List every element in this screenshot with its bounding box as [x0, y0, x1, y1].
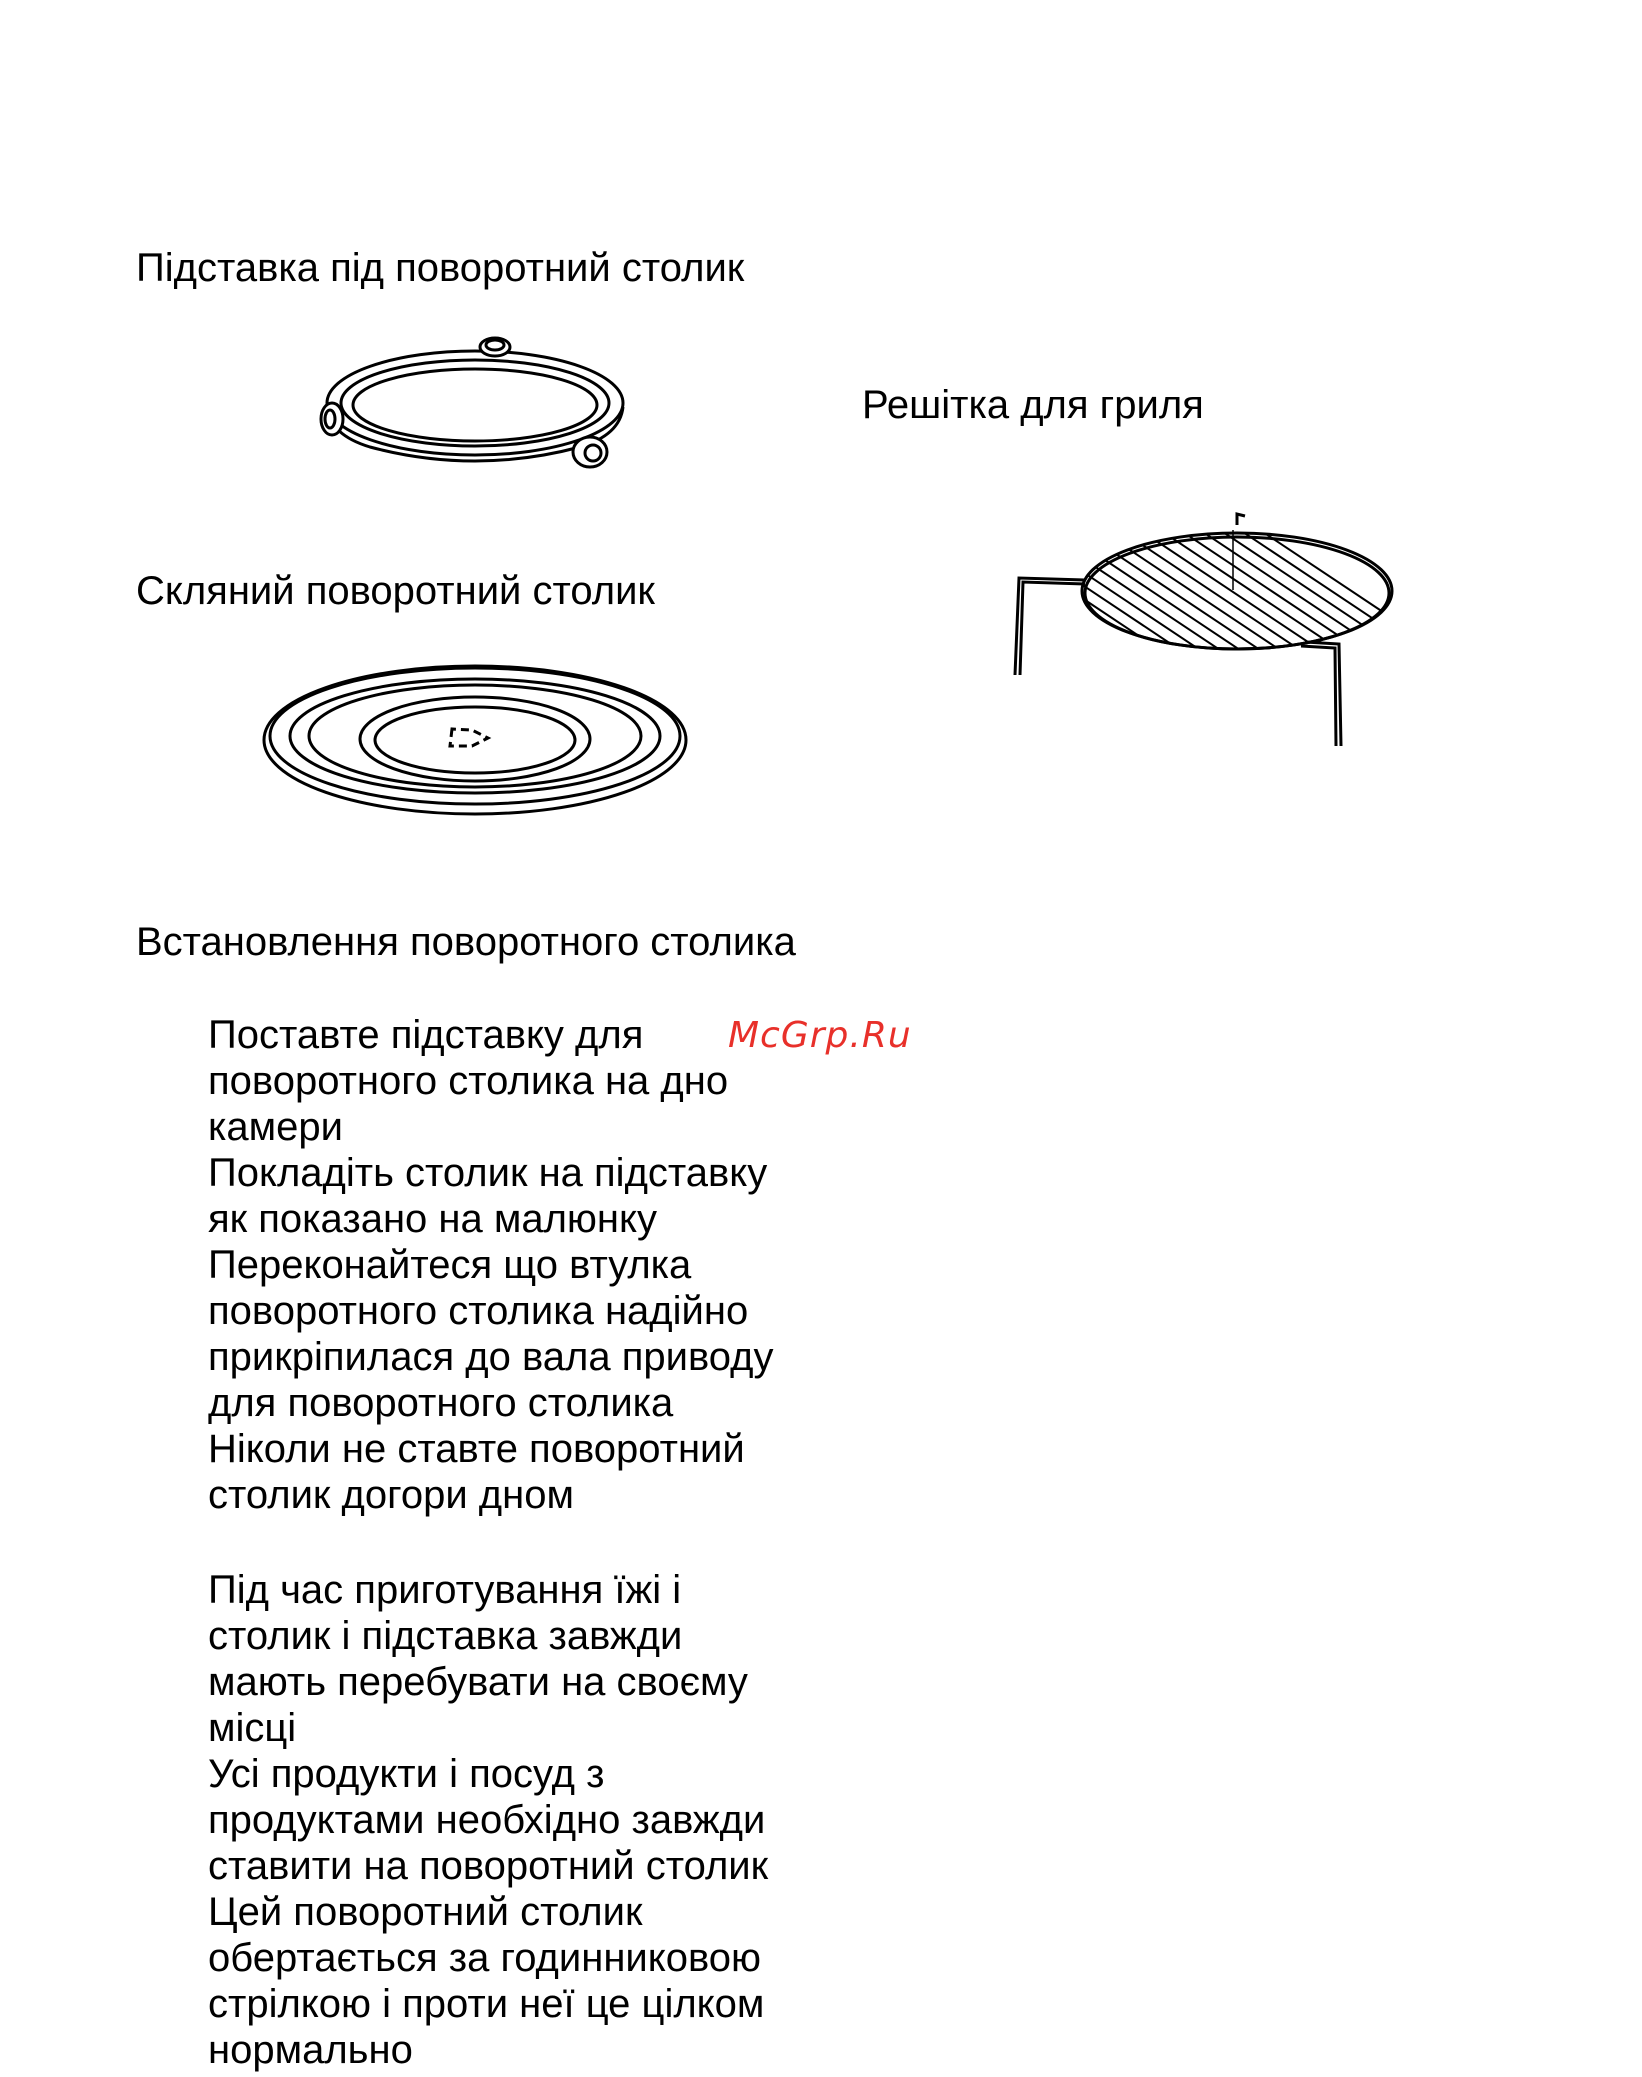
- instruction-line: Ніколи не ставте поворотний: [208, 1427, 745, 1471]
- glass-plate-icon: [260, 660, 690, 825]
- instruction-line: прикріпилася до вала приводу: [208, 1335, 774, 1379]
- turntable-support-heading: Підставка під поворотний столик: [136, 246, 745, 290]
- instruction-line: для поворотного столика: [208, 1381, 674, 1425]
- watermark: McGrp.Ru: [728, 1015, 912, 1056]
- roller-ring-icon: [310, 335, 640, 475]
- instruction-line: Усі продукти і посуд з: [208, 1752, 605, 1796]
- instruction-line: Цей поворотний столик: [208, 1890, 643, 1934]
- grill-rack-icon: [1005, 520, 1405, 750]
- instruction-line: Покладіть столик на підставку: [208, 1151, 768, 1195]
- glass-turntable-heading: Скляний поворотний столик: [136, 569, 655, 613]
- instruction-line: місці: [208, 1706, 297, 1750]
- instructions-block-2: [208, 1567, 768, 2073]
- instruction-line: ставити на поворотний столик: [208, 1844, 769, 1888]
- instruction-line: камери: [208, 1105, 343, 1149]
- instruction-line: поворотного столика надійно: [208, 1289, 749, 1333]
- instruction-line: столик догори дном: [208, 1473, 574, 1517]
- installation-heading: Встановлення поворотного столика: [136, 920, 796, 964]
- instruction-line: стрілкою і проти неї це цілком: [208, 1982, 765, 2026]
- instruction-line: мають перебувати на своєму: [208, 1660, 748, 1704]
- instruction-line: як показано на малюнку: [208, 1197, 657, 1241]
- instruction-line: Поставте підставку для: [208, 1013, 644, 1057]
- instruction-line: Переконайтеся що втулка: [208, 1243, 692, 1287]
- instructions-block-1: [208, 1012, 773, 1518]
- instruction-line: столик і підставка завжди: [208, 1614, 683, 1658]
- instruction-line: продуктами необхідно завжди: [208, 1798, 766, 1842]
- instruction-line: обертається за годинниковою: [208, 1936, 762, 1980]
- instruction-line: поворотного столика на дно: [208, 1059, 729, 1103]
- grill-rack-heading: Решітка для гриля: [862, 383, 1204, 427]
- instruction-line: нормально: [208, 2028, 413, 2072]
- instruction-line: Під час приготування їжі і: [208, 1568, 682, 1612]
